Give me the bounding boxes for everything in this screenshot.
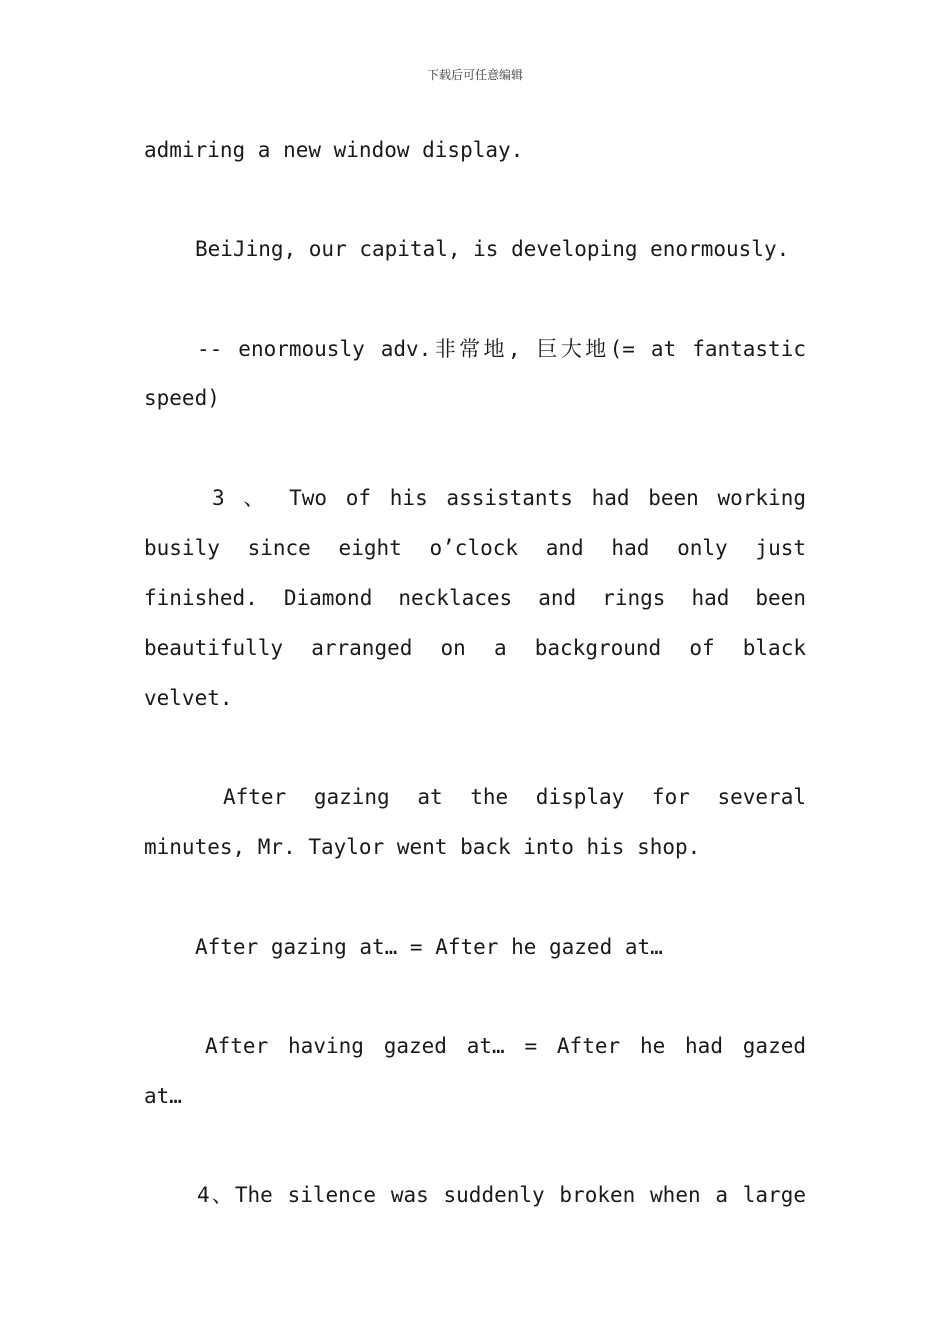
text-line: beautifully arranged on a background of black xyxy=(144,636,806,660)
text-line: busily since eight o’clock and had only just xyxy=(144,536,806,560)
text-line: BeiJing, our capital, is developing enormously. xyxy=(195,237,790,261)
text-line: 4、The silence was suddenly broken when a large xyxy=(197,1183,806,1207)
text-line: at… xyxy=(144,1084,182,1108)
text-line: After gazing at… = After he gazed at… xyxy=(195,935,663,959)
text-line: After having gazed at… = After he had gazed xyxy=(205,1034,806,1058)
text-line: After gazing at the display for several xyxy=(223,785,806,809)
page-header: 下载后可任意编辑 xyxy=(426,68,523,82)
text-line: -- enormously adv.非常地, 巨大地(= at fantastic xyxy=(197,337,806,361)
text-line: speed) xyxy=(144,386,220,410)
text-line: minutes, Mr. Taylor went back into his shop. xyxy=(144,835,701,859)
text-line: 3 、 Two of his assistants had been working xyxy=(212,486,806,510)
text-line: finished. Diamond necklaces and rings had been xyxy=(144,586,806,610)
text-line: admiring a new window display. xyxy=(144,138,524,162)
text-line: velvet. xyxy=(144,686,233,710)
